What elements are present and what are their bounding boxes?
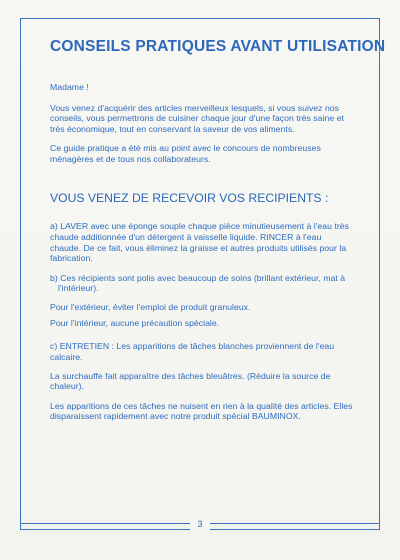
- guide-paragraph: Ce guide pratique a été mis au point avec le concours de nombreuses ménagères et de tous nos collaborateurs.: [50, 142, 321, 164]
- page-title: CONSEILS PRATIQUES AVANT UTILISATION: [50, 38, 386, 55]
- document-content: [50, 38, 386, 431]
- instruction-b-paragraph: b) Ces récipients sont polis avec beaucoup de soins (brillant extérieur, mat à l'intérieur).: [50, 272, 346, 294]
- interior-care-paragraph: Pour l'intérieur, aucune précaution spéciale.: [50, 318, 220, 329]
- intro-paragraph: Vous venez d'acquérir des articles merveilleux lesquels, si vous suivez nos conseils, vous permettrons de cuisiner chaque jour d'une façon très saine et très économique, tout en conservant la saveur de vos aliments.: [50, 102, 344, 135]
- stain-quality-paragraph: Les apparitions de ces tâches ne nuisent en rien à la qualité des articles. Elles disparaissent rapidement avec notre produit spécial BAUMINOX.: [50, 400, 353, 422]
- overheat-paragraph: La surchauffe fait apparaître des tâches bleuâtres. (Réduire la source de chaleur).: [50, 370, 331, 392]
- greeting-paragraph: Madame !: [50, 82, 89, 92]
- instruction-a-paragraph: a) LAVER avec une éponge souple chaque pièce minutieusement à l'eau très chaude additionnée d'un détergent à vaisselle liquide. RINCER à l'eau chaude. De ce fait, vous éliminez la graisse et autres produits utilisés pour la fabrication.: [50, 221, 349, 264]
- exterior-care-paragraph: Pour l'extérieur, éviter l'emploi de produit granuleux.: [50, 302, 251, 313]
- instruction-c-paragraph: c) ENTRETIEN : Les apparitions de tâches blanches proviennent de l'eau calcaire.: [50, 340, 335, 362]
- page-number: 3: [190, 517, 210, 531]
- section-title: VOUS VENEZ DE RECEVOIR VOS RECIPIENTS :: [50, 191, 329, 206]
